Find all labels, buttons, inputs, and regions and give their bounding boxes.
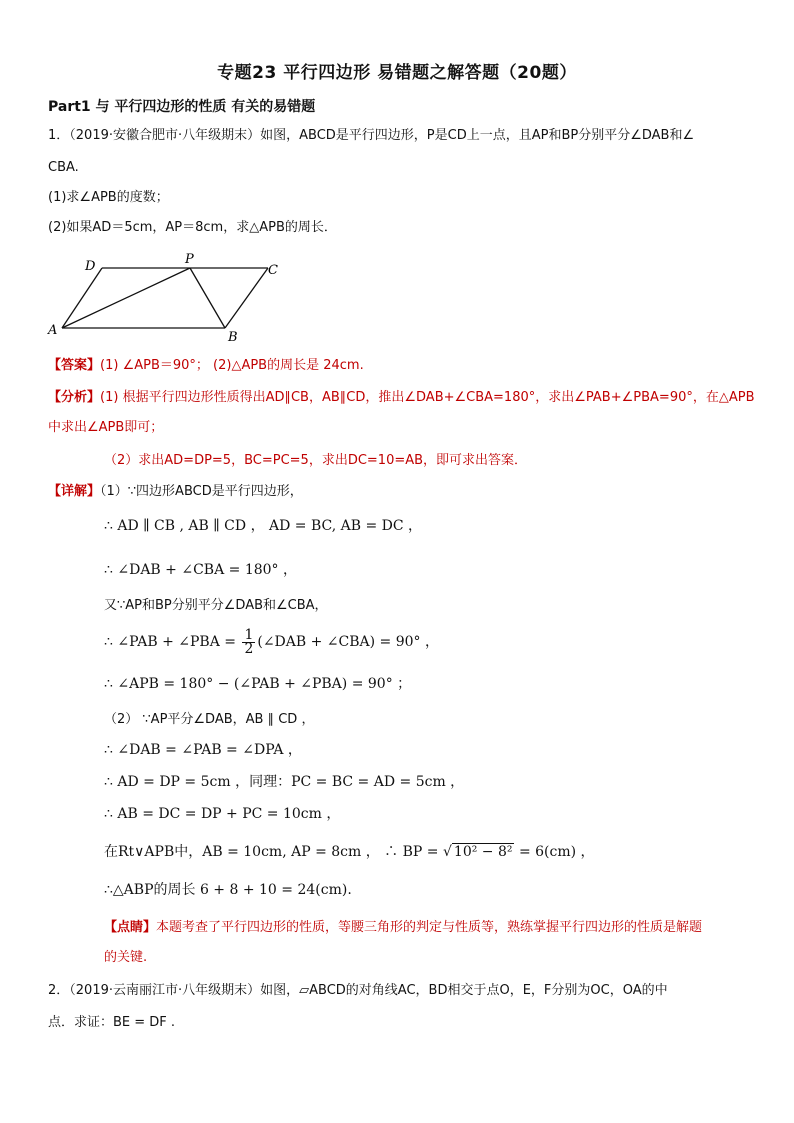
detail-step-11-right: = 6(cm) ， [518, 844, 595, 860]
detail-step-9: ∴ AD = DP = 5cm ，同理：PC = BC = AD = 5cm ， [104, 774, 465, 790]
detail-step-6: ∴ ∠APB = 180° − (∠PAB + ∠PBA) = 90° ； [104, 676, 412, 692]
detail-step-8: ∴ ∠DAB = ∠PAB = ∠DPA ， [104, 742, 302, 758]
label-b: B [228, 330, 238, 343]
fraction-one-half: $\frac{1}{2}$ [244, 626, 254, 657]
q1-comment-line1 [104, 918, 702, 938]
q1-detail-line1 [48, 482, 303, 502]
detail-tag: 【详解】 [48, 484, 101, 499]
q1-stem-line1: 1．（2019·安徽合肥市·八年级期末）如图，ABCD是平行四边形，P是CD上一点，且AP和BP分别平分∠DAB和∠ [48, 128, 695, 143]
detail-step-5-left: ∴ ∠PAB + ∠PBA = [104, 634, 236, 650]
part1-heading: Part1 与 平行四边形的性质 有关的易错题 [48, 99, 316, 115]
answer-tag: 【答案】 [48, 358, 101, 373]
page-title: 专题23 平行四边形 易错题之解答题（20题） [217, 63, 577, 83]
detail-step-2: ∴ AD ∥ CB , AB ∥ CD ， AD = BC, AB = DC ， [104, 518, 423, 534]
label-c: C [268, 263, 278, 278]
detail-step-5 [104, 628, 439, 656]
q1-analysis-line1 [48, 388, 755, 408]
q2-stem-line1: 2．（2019·云南丽江市·八年级期末）如图，▱ABCD的对角线AC，BD相交于点O，E，F分别为OC，OA的中 [48, 983, 668, 998]
analysis-tag: 【分析】 [48, 390, 101, 405]
detail-step-5-right: (∠DAB + ∠CBA) = 90° ， [257, 634, 440, 650]
segment-ap [62, 268, 190, 328]
detail-step-10: ∴ AB = DC = DP + PC = 10cm ， [104, 806, 341, 822]
q1-analysis-line3: （2）求出AD=DP=5，BC=PC=5，求出DC=10=AB，即可求出答案． [104, 453, 528, 468]
segment-bc [225, 268, 268, 328]
detail-step-11-left: 在Rt∨APB中，AB = 10cm, AP = 8cm ， ∴ BP = [104, 844, 439, 860]
comment-text-1: 本题考查了平行四边形的性质，等腰三角形的判定与性质等，熟练掌握平行四边形的性质是解题 [156, 920, 703, 935]
detail-step-7: （2） ∵AP平分∠DAB，AB ∥ CD ， [104, 712, 315, 727]
detail-step-11: 在Rt∨APB中，AB = 10cm, AP = 8cm ， ∴ BP = √ 10² − 8² = 6(cm) ， [104, 844, 595, 860]
analysis-text-1: (1) 根据平行四边形性质得出AD∥CB，AB∥CD，推出∠DAB+∠CBA=180°，求出∠PAB+∠PBA=90°，在△APB [100, 390, 755, 405]
answer-text: (1) ∠APB＝90°； (2)△APB的周长是 24cm. [100, 358, 364, 373]
parallelogram-figure [40, 248, 300, 343]
detail-step-3: ∴ ∠DAB + ∠CBA = 180° ， [104, 562, 297, 578]
segment-bp [190, 268, 225, 328]
detail-step-4: 又∵AP和BP分别平分∠DAB和∠CBA， [104, 598, 328, 613]
sqrt-expression: 10² − 8² [453, 844, 513, 860]
detail-step-12: ∴△ABP的周长 6 + 8 + 10 = 24(cm). [104, 882, 352, 898]
q1-subquestion-2: (2)如果AD＝5cm，AP＝8cm，求△APB的周长． [48, 220, 337, 235]
q1-subquestion-1: (1)求∠APB的度数； [48, 190, 169, 205]
q1-stem-line2: CBA. [48, 160, 79, 175]
q2-stem-line2: 点．求证：BE = DF . [48, 1015, 176, 1030]
label-p: P [185, 252, 194, 267]
q1-answer [48, 356, 364, 376]
detail-text-1: （1）∵四边形ABCD是平行四边形， [100, 484, 303, 499]
q1-analysis-line2: 中求出∠APB即可； [48, 420, 164, 435]
comment-tag: 【点睛】 [104, 920, 157, 935]
q1-comment-line2: 的关键. [104, 950, 148, 965]
label-d: D [85, 259, 96, 274]
label-a: A [48, 323, 58, 338]
